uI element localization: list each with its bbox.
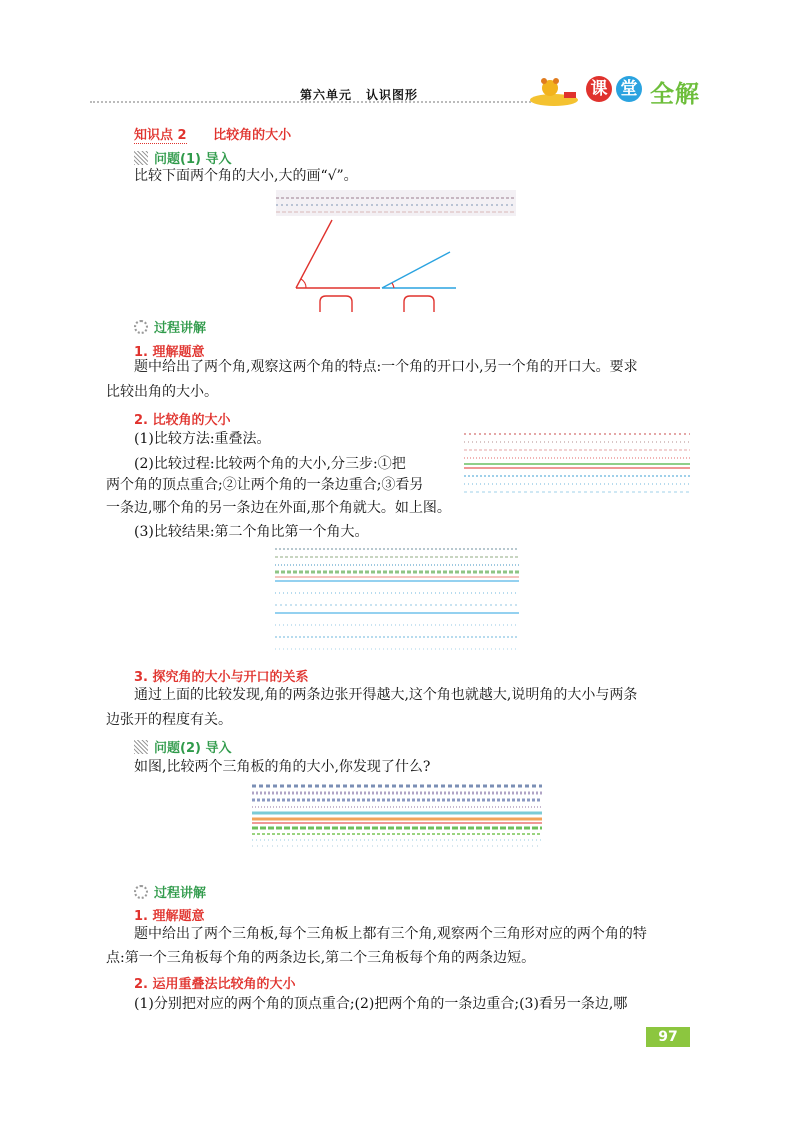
page-number: 97 bbox=[646, 1027, 690, 1047]
process-1-label: 过程讲解 bbox=[154, 321, 207, 336]
answer-box-2[interactable] bbox=[404, 296, 434, 312]
process-1-proc-line-2: 两个角的顶点重合;②让两个角的一条边重合;③看另 bbox=[106, 477, 424, 493]
process-1-result: (3)比较结果:第二个角比第一个角大。 bbox=[134, 524, 369, 540]
angle-2-arm-b bbox=[382, 252, 450, 288]
process-1-heading bbox=[134, 317, 206, 336]
question-icon bbox=[134, 151, 148, 165]
topic-label: 认识图形 bbox=[366, 88, 419, 102]
angles-figure bbox=[276, 190, 516, 312]
question-1-label: 问题(1) 导入 bbox=[154, 152, 232, 167]
knowledge-point-tag: 知识点 2 bbox=[134, 128, 187, 143]
header-divider bbox=[90, 101, 550, 103]
angle-1-arm-b bbox=[296, 220, 332, 288]
overlap-figure-small bbox=[464, 428, 690, 500]
process-2-step-2-line-1: (1)分别把对应的两个角的顶点重合;(2)把两个角的一条边重合;(3)看另一条边,哪 bbox=[134, 996, 628, 1012]
process-icon bbox=[134, 320, 148, 334]
process-2-step-1-line-2: 点:第一个三角板每个角的两条边长,第二个三角板每个角的两条边短。 bbox=[106, 950, 536, 966]
overlap-figure-large bbox=[275, 545, 519, 657]
unit-label: 第六单元 bbox=[300, 88, 353, 102]
process-icon bbox=[134, 885, 148, 899]
process-2-step-1-line-1: 题中给出了两个三角板,每个三角板上都有三个角,观察两个三角形对应的两个角的特 bbox=[134, 926, 647, 942]
question-1-prompt: 比较下面两个角的大小,大的画“√”。 bbox=[134, 168, 358, 184]
process-1-step-1-title: 1. 理解题意 bbox=[134, 345, 205, 360]
question-2-heading bbox=[134, 737, 231, 756]
question-icon bbox=[134, 740, 148, 754]
process-2-label: 过程讲解 bbox=[154, 886, 207, 901]
process-2-step-2-title: 2. 运用重叠法比较角的大小 bbox=[134, 977, 296, 992]
triangle-rulers-figure bbox=[252, 782, 542, 850]
process-1-step-3-line-2: 边张开的程度有关。 bbox=[106, 712, 232, 728]
knowledge-point-title: 比较角的大小 bbox=[213, 128, 292, 143]
process-1-step-3-line-1: 通过上面的比较发现,角的两条边张开得越大,这个角也就越大,说明角的大小与两条 bbox=[134, 687, 638, 703]
brand-char-3: 全解 bbox=[650, 80, 700, 108]
question-2-label: 问题(2) 导入 bbox=[154, 741, 232, 756]
process-1-proc-line-1: (2)比较过程:比较两个角的大小,分三步:①把 bbox=[134, 456, 406, 472]
process-1-step-1-line-1: 题中给出了两个角,观察这两个角的特点:一个角的开口小,另一个角的开口大。要求 bbox=[134, 359, 638, 375]
process-1-step-1-line-2: 比较出角的大小。 bbox=[106, 384, 218, 400]
question-2-prompt: 如图,比较两个三角板的角的大小,你发现了什么? bbox=[134, 759, 431, 775]
brand-char-2: 堂 bbox=[616, 76, 642, 102]
process-1-proc-line-3: 一条边,哪个角的另一条边在外面,那个角就大。如上图。 bbox=[106, 500, 451, 516]
process-1-method: (1)比较方法:重叠法。 bbox=[134, 431, 271, 447]
process-2-heading bbox=[134, 882, 206, 901]
brand-logo bbox=[528, 74, 722, 106]
brand-char-1: 课 bbox=[586, 76, 612, 102]
process-1-step-2-title: 2. 比较角的大小 bbox=[134, 413, 231, 428]
process-1-step-3-title: 3. 探究角的大小与开口的关系 bbox=[134, 670, 309, 685]
process-2-step-1-title: 1. 理解题意 bbox=[134, 909, 205, 924]
knowledge-point-heading bbox=[134, 124, 291, 143]
answer-box-1[interactable] bbox=[320, 296, 352, 312]
bear-icon bbox=[528, 74, 580, 106]
